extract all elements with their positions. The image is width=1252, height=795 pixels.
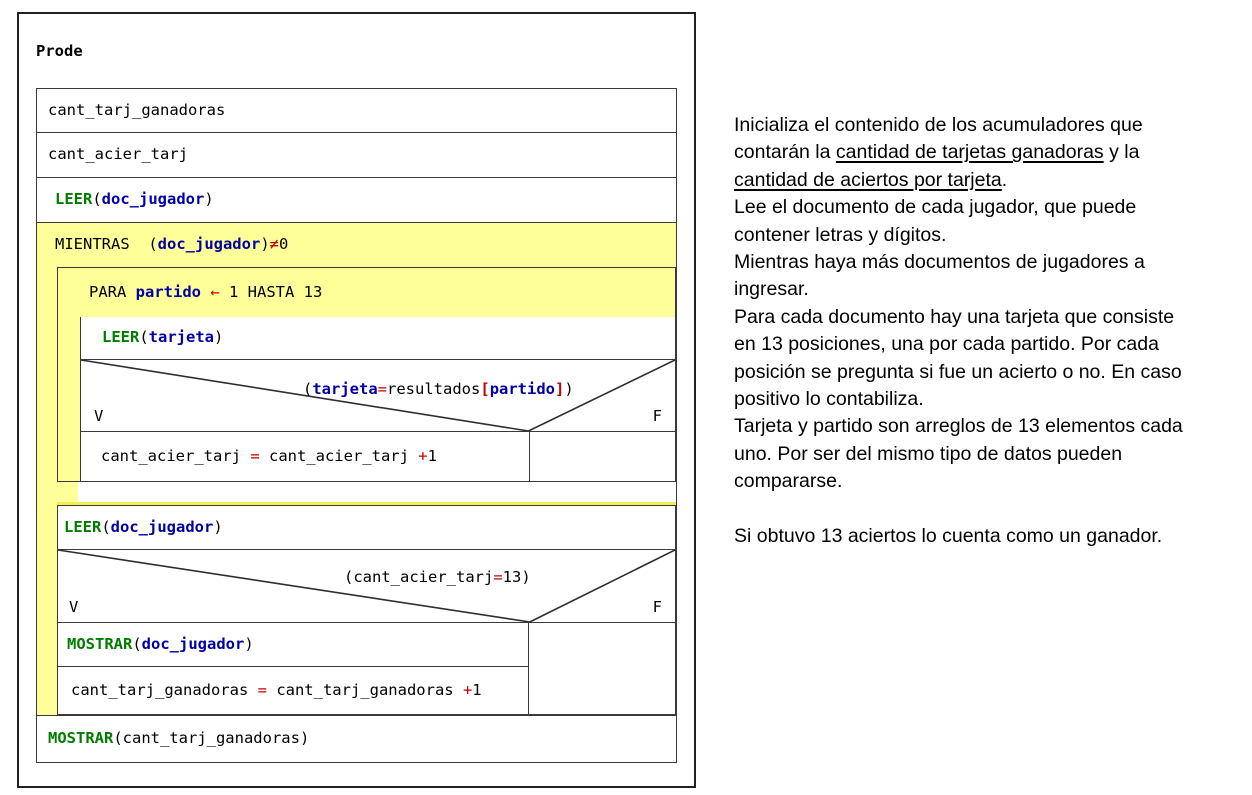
notes-panel	[734, 112, 1250, 550]
while-body	[57, 267, 676, 715]
condition-tarjeta-equals-resultados	[303, 382, 574, 398]
text-segment: Lee el documento de cada jugador, que puede	[734, 196, 1137, 219]
decision-tarjeta-resultados	[81, 360, 675, 431]
text-segment: resultados	[387, 380, 481, 398]
text-segment: cant_acier_tarj	[101, 446, 251, 465]
statement-declare-cant-acier-tarj	[37, 133, 676, 178]
while-condition-header	[37, 223, 676, 267]
text-segment: (cant_acier_tarj	[344, 568, 494, 586]
text-segment: (	[101, 517, 111, 536]
spacer-after-for-block	[57, 482, 676, 505]
false-branch-label: F	[652, 406, 662, 425]
text-segment: =	[257, 680, 277, 699]
text-segment: uno. Por ser del mismo tipo de datos pueden	[734, 442, 1123, 465]
text-segment: =	[377, 380, 388, 398]
note-line	[734, 167, 1250, 194]
statement-increment-cant-acier-tarj	[81, 432, 530, 481]
statement-leer-tarjeta	[81, 317, 675, 360]
text-segment: Tarjeta y partido son arreglos de 13 elementos cada	[734, 415, 1183, 438]
note-line	[734, 386, 1250, 413]
decision-branches	[58, 622, 675, 714]
decision-branches	[81, 431, 675, 481]
text-segment: (	[139, 328, 149, 347]
text-segment: PARA	[89, 282, 136, 301]
text-segment: partido	[135, 282, 201, 301]
text-segment: (cant_tarj_ganadoras)	[113, 729, 310, 747]
text-segment: MOSTRAR	[48, 729, 114, 747]
note-line	[734, 523, 1250, 550]
text-segment: )	[564, 380, 574, 398]
note-line	[734, 194, 1250, 221]
text-segment: 13)	[502, 568, 531, 586]
note-line	[734, 222, 1250, 249]
note-line	[734, 304, 1250, 331]
note-line	[734, 468, 1250, 495]
text-segment: ingresar.	[734, 278, 809, 301]
text-segment: positivo lo contabiliza.	[734, 387, 924, 410]
text-segment: MIENTRAS (	[55, 235, 158, 254]
note-line	[734, 112, 1250, 139]
text-segment: y la	[1103, 141, 1140, 164]
text-segment: 1 HASTA 13	[219, 282, 323, 301]
for-header-partido	[58, 268, 675, 317]
text-segment	[201, 285, 210, 301]
text-segment: LEER	[55, 190, 93, 209]
note-line	[734, 495, 1250, 522]
text-segment: ]	[555, 380, 565, 398]
for-body	[80, 317, 675, 481]
decision-cant-acier-13	[58, 550, 675, 622]
text-segment: [	[480, 380, 490, 398]
false-branch-label: F	[652, 597, 662, 616]
text-segment: )	[213, 517, 223, 536]
text-segment: tarjeta	[312, 380, 378, 398]
text-segment: LEER	[64, 517, 102, 536]
text-segment: doc_jugador	[157, 235, 261, 254]
text-segment: Para cada documento hay una tarjeta que consiste	[734, 305, 1175, 328]
text-segment: cant_tarj_ganadoras	[48, 100, 226, 119]
text-segment: (	[92, 190, 102, 209]
text-segment: 1	[427, 446, 437, 465]
true-branch-column	[58, 623, 529, 714]
text-segment: =	[493, 568, 503, 586]
note-line	[734, 249, 1250, 276]
text-segment: cantidad de aciertos por tarjeta	[734, 168, 1002, 191]
while-block-mientras	[37, 223, 676, 716]
text-segment: doc_jugador	[101, 190, 205, 209]
note-line	[734, 139, 1250, 166]
text-segment: )	[260, 235, 270, 254]
text-segment: Si obtuvo 13 aciertos lo cuenta como un ganador.	[734, 524, 1163, 547]
text-segment: (	[132, 634, 142, 653]
true-branch-label: V	[94, 406, 104, 425]
true-branch-label: V	[69, 597, 79, 616]
text-segment: en 13 posiciones, una por cada partido. Por cada	[734, 333, 1159, 356]
text-segment: partido	[489, 380, 556, 398]
text-segment: cant_tarj_ganadoras	[276, 680, 463, 699]
text-segment: cant_acier_tarj	[48, 145, 188, 164]
text-segment: cant_tarj_ganadoras	[71, 680, 258, 699]
text-segment: cantidad de tarjetas ganadoras	[835, 141, 1104, 164]
text-segment: +	[418, 446, 428, 465]
note-line	[734, 413, 1250, 440]
text-segment: )	[244, 634, 254, 653]
statement-mostrar-total	[37, 716, 676, 763]
text-segment: +	[462, 680, 473, 699]
text-segment: posición se pregunta si fue un acierto o no. En caso	[734, 360, 1182, 383]
text-segment: compararse.	[734, 470, 843, 493]
nsd-main-box	[36, 88, 677, 763]
for-block-para	[57, 267, 676, 482]
text-segment: doc_jugador	[110, 517, 214, 536]
text-segment: contarán la	[734, 141, 836, 164]
condition-cant-acier-equals-13	[344, 570, 531, 586]
algorithm-title	[36, 44, 83, 60]
text-segment: )	[214, 328, 224, 347]
text-segment: .	[1001, 168, 1008, 191]
text-segment: LEER	[102, 328, 140, 347]
empty-false-branch	[530, 432, 675, 481]
statement-leer-doc-jugador	[37, 178, 676, 223]
text-segment: MOSTRAR	[67, 634, 133, 653]
empty-false-branch	[529, 623, 675, 714]
text-segment: Inicializa el contenido de los acumuladores que	[734, 114, 1143, 136]
text-segment: 0	[279, 235, 289, 254]
note-line	[734, 331, 1250, 358]
statement-increment-cant-tarj-ganadoras	[58, 667, 528, 714]
text-segment: (	[303, 380, 313, 398]
text-segment: Mientras haya más documentos de jugadores a	[734, 250, 1145, 273]
text-segment: tarjeta	[148, 328, 214, 347]
text-segment: contener letras y dígitos.	[734, 223, 947, 246]
statement-leer-doc-jugador-2	[58, 506, 675, 550]
text-segment: cant_acier_tarj	[268, 446, 419, 465]
text-segment: doc_jugador	[141, 634, 245, 653]
statement-mostrar-doc-jugador	[58, 623, 528, 667]
decision-block-winner	[57, 505, 676, 715]
algorithm-title-text: Prode	[36, 42, 83, 60]
decision-triangle-lines	[58, 550, 675, 622]
statement-declare-cant-tarj-ganadoras	[37, 89, 676, 133]
note-line	[734, 276, 1250, 303]
text-segment: ←	[210, 282, 220, 301]
note-line	[734, 359, 1250, 386]
flowchart-frame	[17, 12, 696, 788]
text-segment: =	[250, 446, 269, 465]
text-segment: ≠	[269, 235, 279, 254]
note-line	[734, 441, 1250, 468]
text-segment: 1	[472, 680, 482, 699]
text-segment: )	[204, 190, 214, 209]
